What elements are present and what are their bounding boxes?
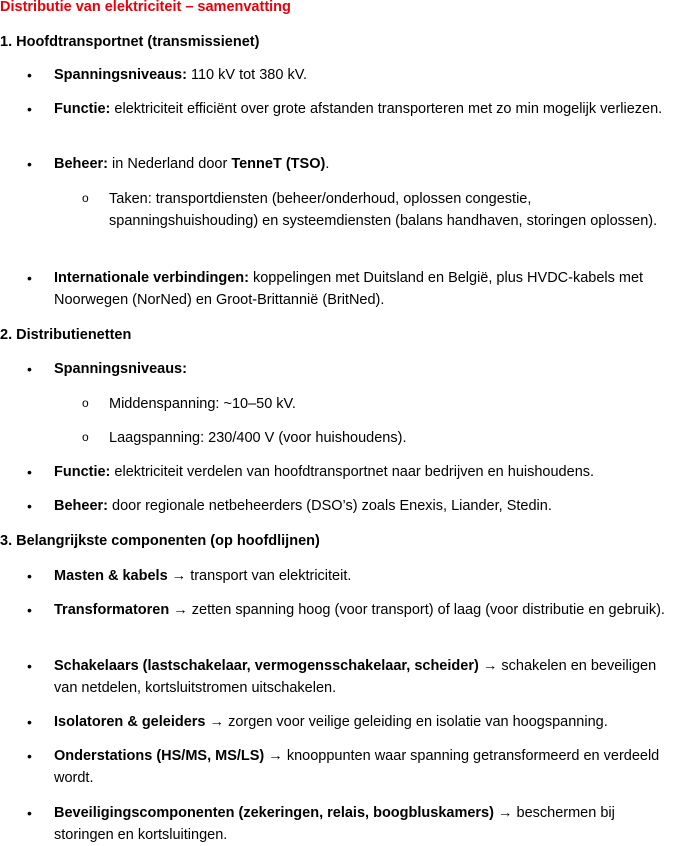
list-item-beheer (54, 153, 676, 175)
item-label: Spanningsniveaus: (54, 361, 187, 377)
item-text: Laagspanning: 230/400 V (voor huishoudens). (109, 430, 407, 446)
item-text: koppelingen met Duitsland en België, plus HVDC-kabels met Noorwegen (NorNed) en Groot-Brittannië (BritNed). (54, 270, 644, 308)
item-text: transport van elektriciteit. (190, 568, 352, 584)
list-item-isolatoren (54, 711, 676, 733)
list-item-onderstations (54, 745, 676, 789)
list-item-beveiligingscomponenten (54, 802, 676, 846)
arrow-icon: → (264, 748, 287, 764)
item-text: schakelen en beveiligen van netdelen, kortsluitstromen uitschakelen. (54, 658, 657, 696)
item-label: Beheer: (54, 156, 108, 172)
section-heading-1: 1. Hoofdtransportnet (transmissienet) (0, 34, 260, 50)
list-item-spanningsniveaus-2 (54, 358, 676, 380)
sublist-item-laagspanning (109, 427, 670, 449)
list-item-schakelaars (54, 655, 676, 699)
arrow-icon: → (493, 805, 517, 821)
arrow-icon: → (167, 568, 191, 584)
item-text: Middenspanning: ~10–50 kV. (109, 396, 296, 412)
item-text: elektriciteit efficiënt over grote afstanden transporteren met zo min mogelijk verliezen. (110, 101, 663, 117)
page-title: Distributie van elektriciteit – samenvatting (0, 0, 291, 15)
item-label: Beheer: (54, 498, 108, 514)
arrow-icon: → (205, 714, 229, 730)
arrow-icon: → (478, 658, 502, 674)
item-label: Beveiligingscomponenten (zekeringen, relais, boogbluskamers) (54, 805, 494, 821)
list-item-beheer-2 (54, 495, 676, 517)
section-heading-2: 2. Distributienetten (0, 327, 132, 343)
sublist-item-taken (109, 188, 670, 232)
item-label: Transformatoren (54, 602, 170, 618)
item-text: 110 kV tot 380 kV. (186, 67, 308, 83)
item-label: Spanningsniveaus: (54, 67, 187, 83)
item-label: Onderstations (HS/MS, MS/LS) (54, 748, 265, 764)
item-text: elektriciteit verdelen van hoofdtransportnet naar bedrijven en huishoudens. (110, 464, 595, 480)
sublist-item-middenspanning (109, 393, 670, 415)
item-label: Functie: (54, 101, 111, 117)
arrow-icon: → (169, 602, 192, 618)
item-text: door regionale netbeheerders (DSO’s) zoals Enexis, Liander, Stedin. (108, 498, 552, 514)
list-item-spanningsniveaus (54, 64, 676, 86)
item-label: Schakelaars (lastschakelaar, vermogensschakelaar, scheider) (54, 658, 479, 674)
item-label: Internationale verbindingen: (54, 270, 249, 286)
item-label: Functie: (54, 464, 111, 480)
item-after: . (325, 156, 330, 172)
item-text: Taken: transportdiensten (beheer/onderhoud, oplossen congestie, spanningshuishouding) en systeemdiensten (balans handhaven, storingen oplossen). (109, 191, 658, 229)
item-text: beschermen bij storingen en kortsluitingen. (54, 805, 615, 843)
item-text: zetten spanning hoog (voor transport) of laag (voor distributie en gebruik). (191, 602, 665, 618)
item-label: Isolatoren & geleiders (54, 714, 206, 730)
list-item-masten-kabels (54, 565, 676, 587)
item-strong: TenneT (TSO) (231, 156, 326, 172)
list-item-functie-2 (54, 461, 676, 483)
item-label: Masten & kabels (54, 568, 168, 584)
list-item-internationale-verbindingen (54, 267, 676, 311)
list-item-functie (54, 98, 676, 120)
list-item-transformatoren (54, 599, 676, 621)
item-text: zorgen voor veilige geleiding en isolatie van hoogspanning. (228, 714, 608, 730)
item-text: in Nederland door (108, 156, 232, 172)
item-text: knooppunten waar spanning getransformeerd en verdeeld wordt. (54, 748, 660, 786)
section-heading-3: 3. Belangrijkste componenten (op hoofdlijnen) (0, 533, 320, 549)
